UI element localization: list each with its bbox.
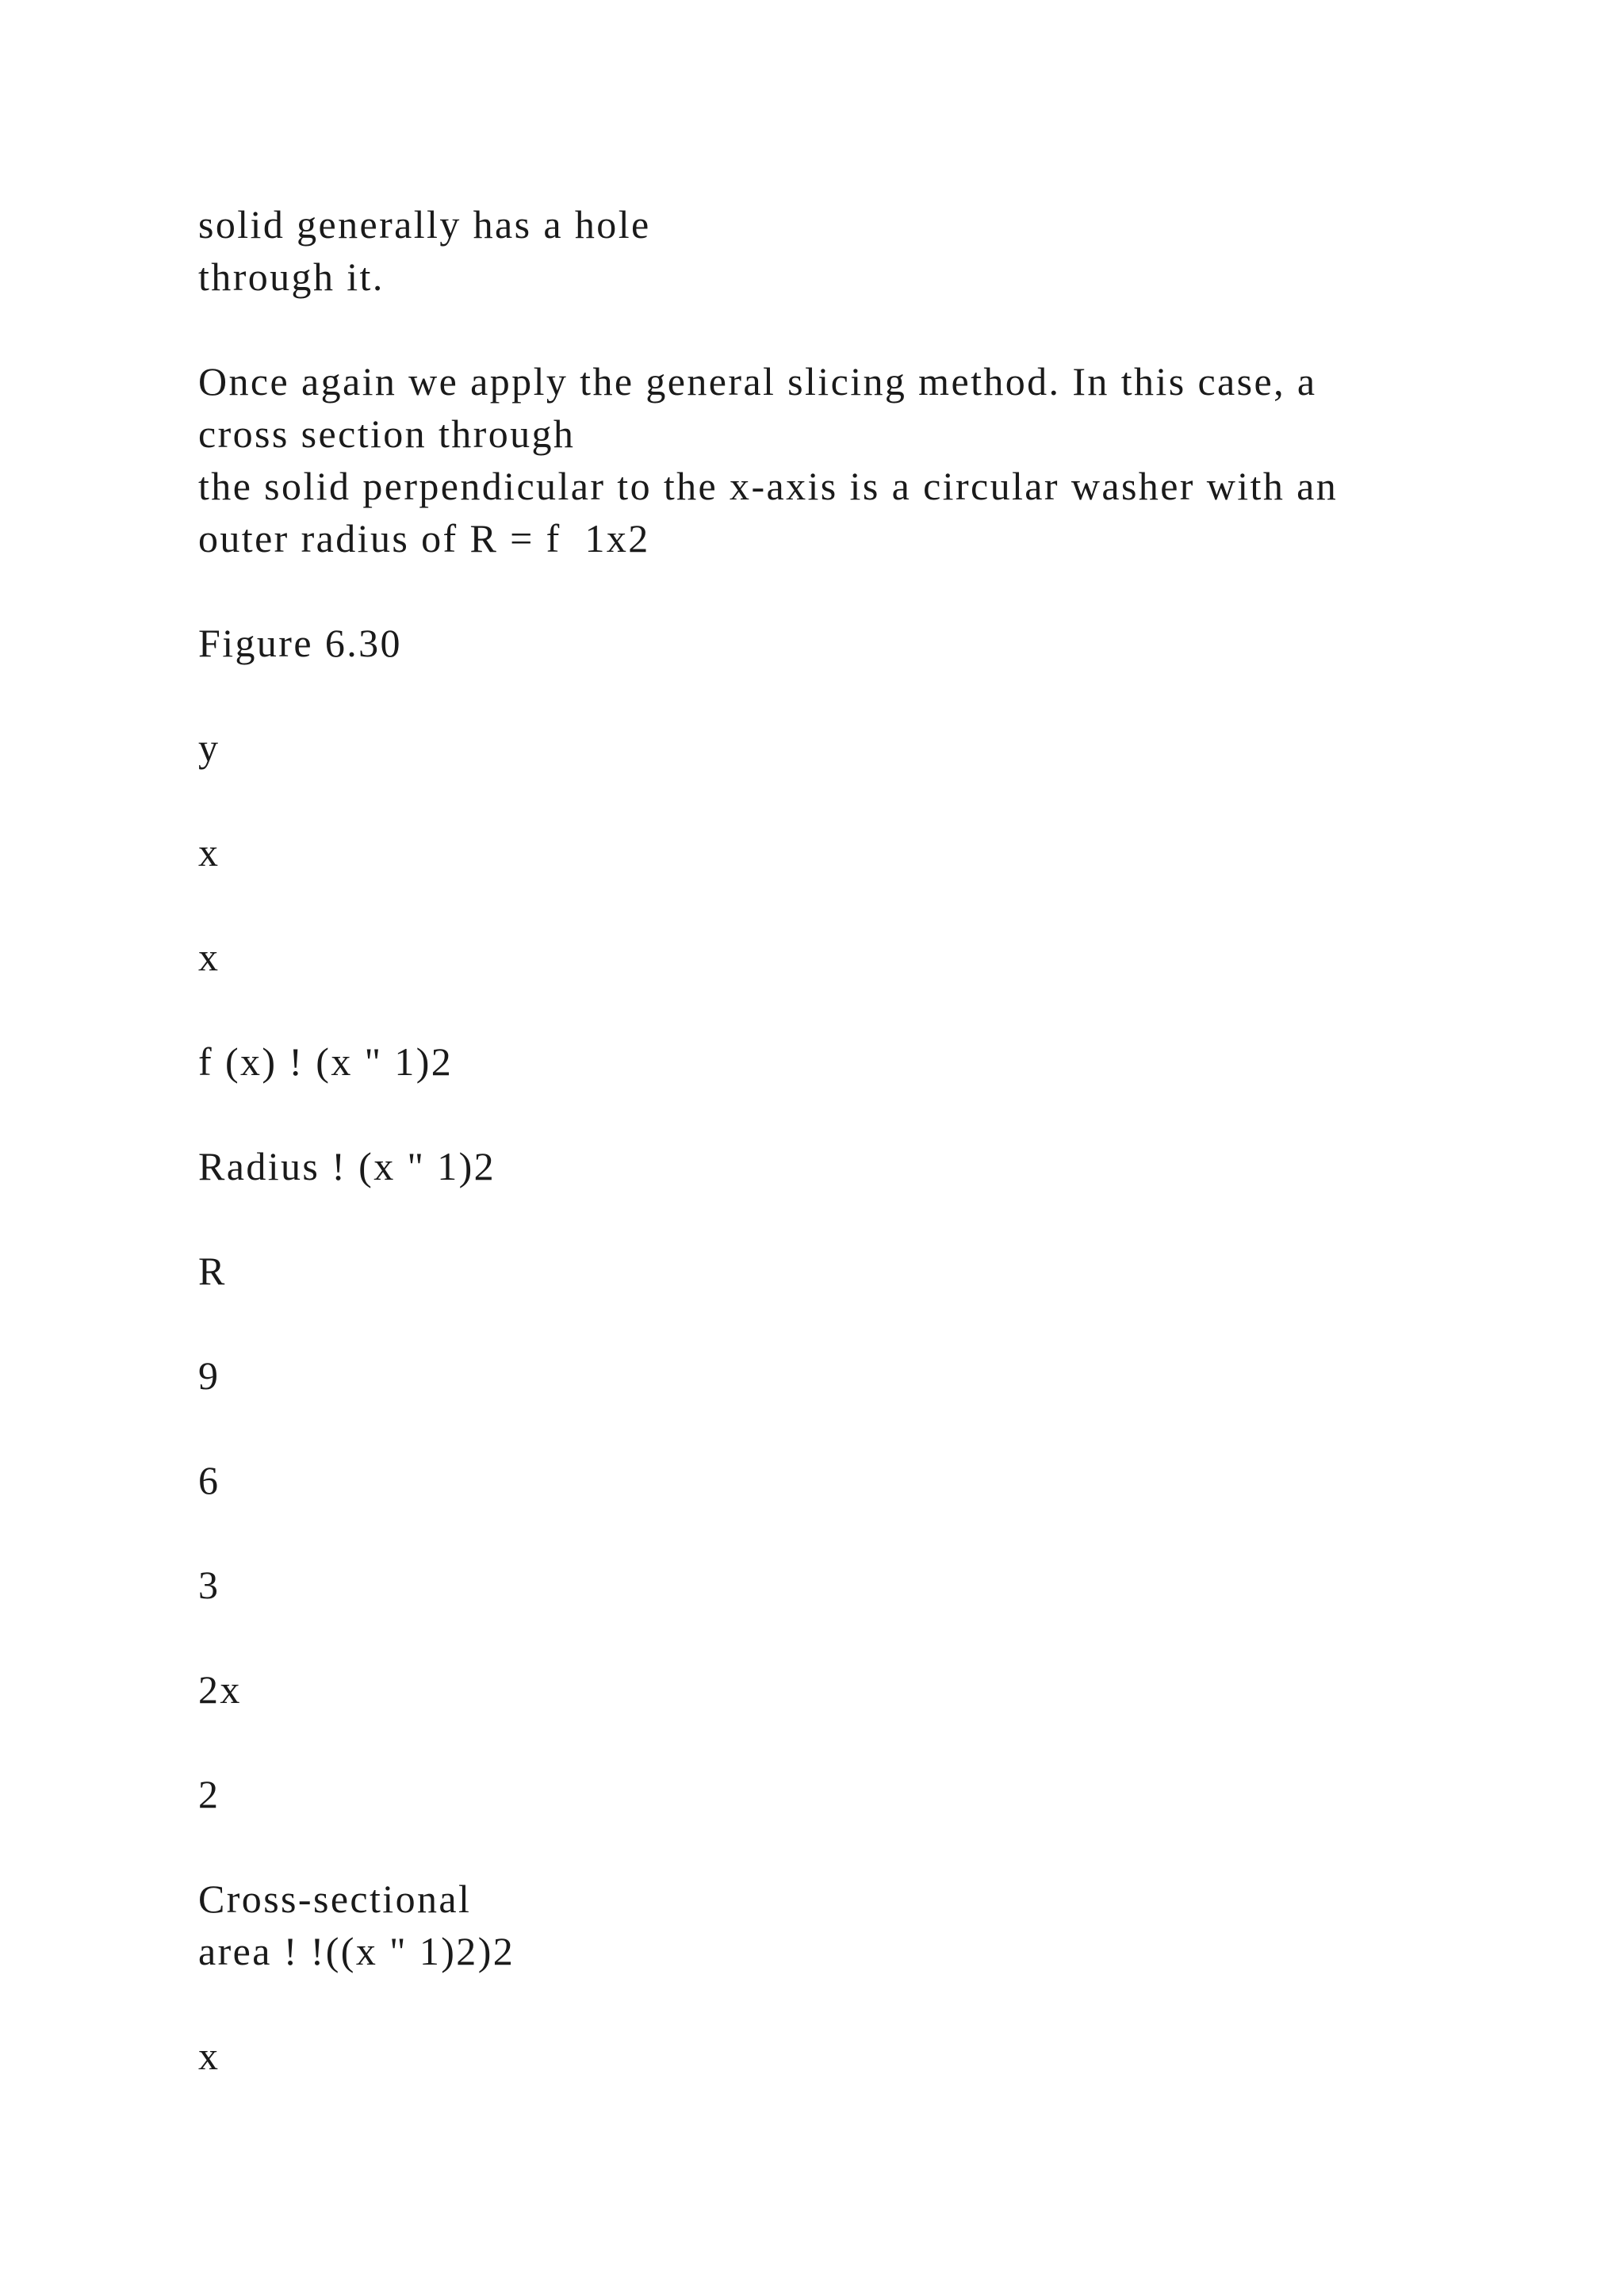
figure-caption: Figure 6.30 (198, 621, 402, 665)
text-line: Once again we apply the general slicing method. In this case, a (198, 359, 1317, 404)
radius-label: Radius ! (x " 1)2 (198, 1144, 496, 1188)
text-line: cross section through (198, 411, 576, 456)
area-label-line: Cross-sectional (198, 1877, 472, 1921)
axis-label-x: x (198, 830, 220, 874)
text-line: the solid perpendicular to the x-axis is a circular washer with an (198, 464, 1339, 508)
tick-label: 6 (198, 1458, 220, 1502)
text-line: outer radius of R = f 1x2 (198, 516, 650, 561)
tick-label: 3 (198, 1563, 220, 1607)
tick-label: 2 (198, 1772, 220, 1816)
function-label: f (x) ! (x " 1)2 (198, 1039, 454, 1084)
axis-label-x: x (198, 935, 220, 979)
axis-label-x: x (198, 2034, 220, 2078)
area-label-line: area ! !((x " 1)2)2 (198, 1929, 515, 1973)
label-2x: 2x (198, 1667, 242, 1712)
text-line: through it. (198, 254, 385, 299)
label-r: R (198, 1249, 227, 1293)
axis-label-y: y (198, 725, 220, 770)
tick-label: 9 (198, 1353, 220, 1398)
text-line: solid generally has a hole (198, 202, 651, 247)
